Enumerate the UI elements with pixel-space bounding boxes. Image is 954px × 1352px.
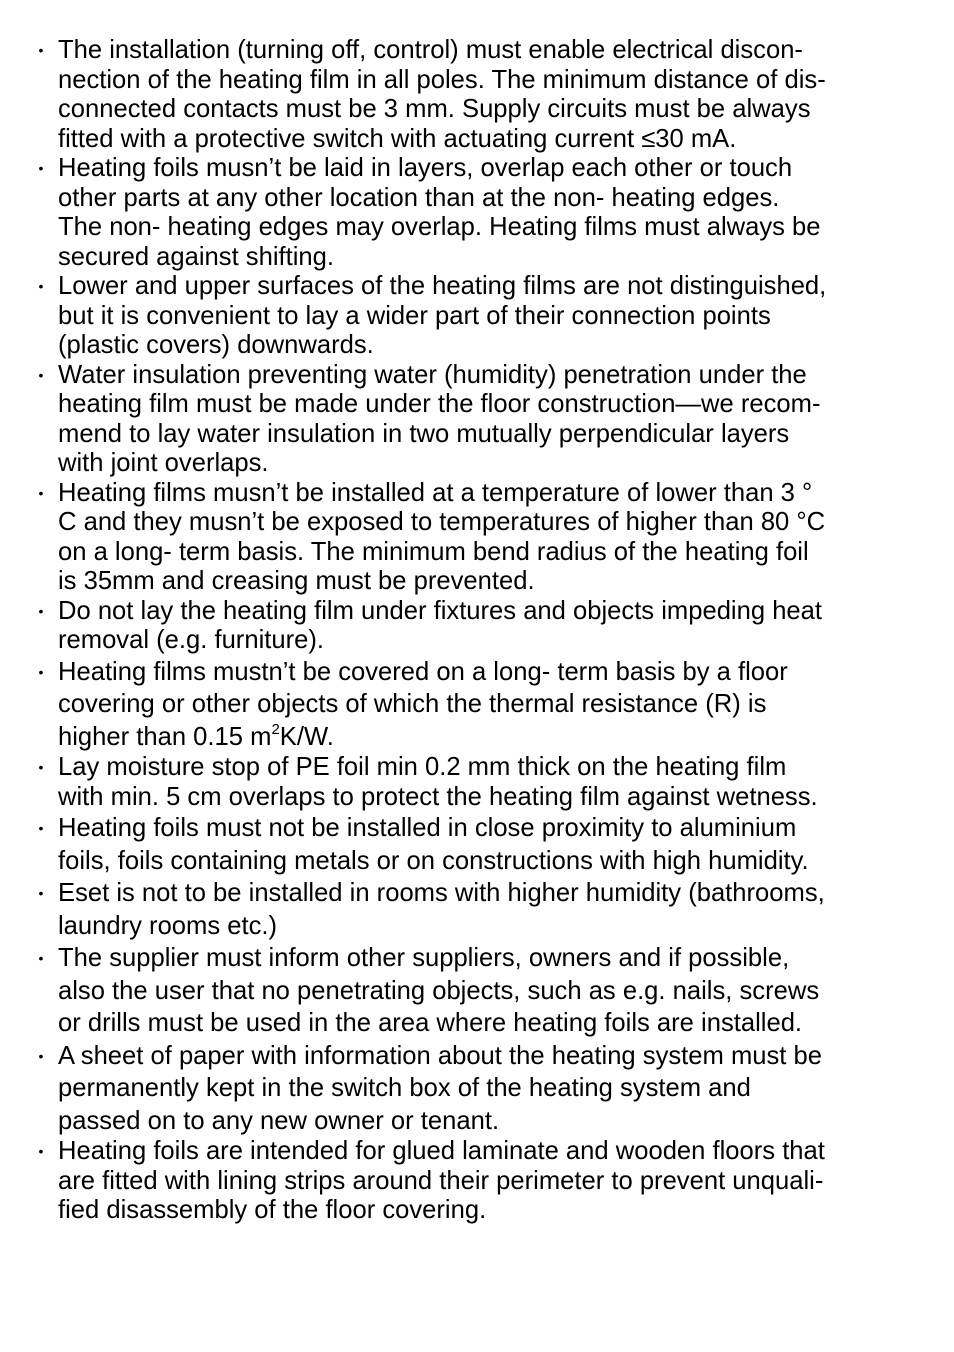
bullet-icon: • <box>38 1143 44 1159</box>
list-item-text: Heating films musn’t be installed at a temperature of lower than 3 ° C and they musn’t be exposed to temperatures of higher than 80 °C on a long- term basis. The minimum bend radius of the heating foil is 35mm and creasing must be prevented. <box>58 478 826 595</box>
list-item <box>34 479 924 597</box>
bullet-icon: • <box>38 1047 44 1064</box>
bullet-icon: • <box>38 759 44 775</box>
list-item-text: Water insulation preventing water (humidity) penetration under the heating film must be made under the floor construction—we recom- mend to lay water insulation in two mutually perpendicular layers with joint overlaps. <box>58 360 821 477</box>
list-item-text-unit: K/W. <box>279 722 334 751</box>
list-item-text: Heating foils musn’t be laid in layers, overlap each other or touch other parts at any other location than at the non- heating edges. The non- heating edges may overlap. Heating films must always be secured against shifting. <box>58 154 821 271</box>
bullet-icon: • <box>38 484 44 501</box>
list-item <box>34 1137 924 1226</box>
list-item <box>34 812 924 877</box>
list-item <box>34 361 924 479</box>
bullet-icon: • <box>38 820 44 836</box>
list-item <box>34 36 924 154</box>
list-item-text: The supplier must inform other suppliers, owners and if possible, also the user that no penetrating objects, such as e.g. nails, screws or drills must be used in the area where heating foils are installed. <box>58 944 820 1037</box>
superscript-text: 2 <box>271 720 280 738</box>
list-item-text: Lower and upper surfaces of the heating films are not distinguished, but it is convenient to lay a wider part of their connection points (plastic covers) downwards. <box>58 272 827 359</box>
list-item-text-main: Heating films mustn’t be covered on a long- term basis by a floor covering or other objects of which the thermal resistance (R) is higher than 0.15 m <box>58 657 788 751</box>
list-item-text: Lay moisture stop of PE foil min 0.2 mm thick on the heating film with min. 5 cm overlaps to protect the heating film against wetness. <box>58 753 818 811</box>
bullet-icon: • <box>38 950 44 966</box>
bullet-icon: • <box>38 602 44 619</box>
list-item-text: A sheet of paper with information about the heating system must be permanently kept in the switch box of the heating system and passed on to any new owner or tenant. <box>58 1041 822 1135</box>
list-item-text: Do not lay the heating film under fixtures and objects impeding heat removal (e.g. furniture). <box>58 596 823 654</box>
bullet-icon: • <box>38 42 44 58</box>
list-item <box>34 597 924 656</box>
list-item-text: The installation (turning off, control) must enable electrical discon- nection of the heating film in all poles. The minimum distance of dis- connected contacts must be 3 mm. Supply circuits must be always fitted with a protective switch with actuating current ≤30 mA. <box>58 36 826 153</box>
list-item <box>34 272 924 361</box>
list-item <box>34 753 924 812</box>
bullet-icon: • <box>38 366 44 383</box>
instructions-list <box>34 36 924 1226</box>
list-item <box>34 877 924 942</box>
list-item <box>34 1040 924 1138</box>
bullet-icon: • <box>38 278 44 294</box>
list-item-text: Heating foils must not be installed in close proximity to aluminium foils, foils containing metals or on constructions with high humidity. <box>58 814 809 875</box>
bullet-icon: • <box>38 885 44 901</box>
bullet-icon: • <box>38 160 44 176</box>
list-item <box>34 656 924 754</box>
bullet-icon: • <box>38 663 44 680</box>
list-item-text: Eset is not to be installed in rooms with higher humidity (bathrooms, laundry rooms etc.) <box>58 879 825 940</box>
list-item-text: Heating foils are intended for glued laminate and wooden floors that are fitted with lining strips around their perimeter to prevent unquali- fied disassembly of the floor covering. <box>58 1137 825 1224</box>
list-item-text <box>58 656 924 754</box>
list-item <box>34 942 924 1040</box>
list-item <box>34 154 924 272</box>
